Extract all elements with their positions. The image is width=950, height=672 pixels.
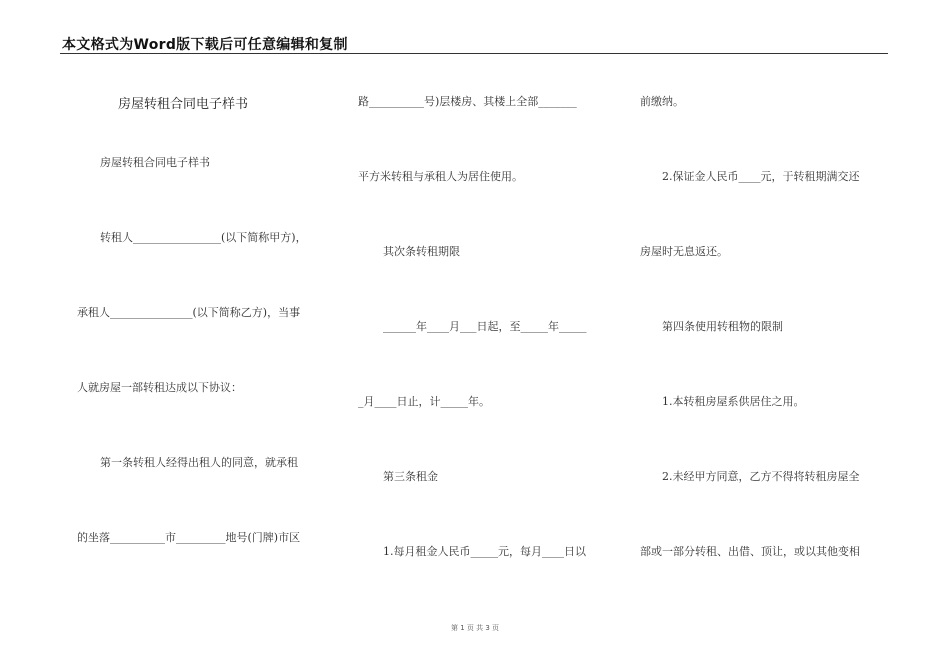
paragraph-line: 转租人________________(以下简称甲方)， <box>100 231 307 244</box>
section-heading: 其次条转租期限 <box>383 245 460 258</box>
paragraph-line: 前缴纳。 <box>640 95 684 108</box>
paragraph-line: 人就房屋一部转租达成以下协议： <box>77 381 242 394</box>
paragraph-line: 平方米转租与承租人为居住使用。 <box>358 170 523 183</box>
paragraph-line: 房屋时无息返还。 <box>640 245 728 258</box>
paragraph-line: ______年____月___日起，至_____年_____ <box>383 320 587 333</box>
paragraph-line: 1.本转租房屋系供居住之用。 <box>662 395 805 408</box>
document-title: 房屋转租合同电子样书 <box>118 97 249 112</box>
paragraph-line: 路__________号)层楼房、其楼上全部_______ <box>358 95 577 108</box>
paragraph-line: 房屋转租合同电子样书 <box>100 156 210 169</box>
section-heading: 第三条租金 <box>383 470 438 483</box>
paragraph-line: 2.保证金人民币____元，于转租期满交还 <box>662 170 860 183</box>
paragraph-line: 第一条转租人经得出租人的同意，就承租 <box>100 456 298 469</box>
paragraph-line: 部或一部分转租、出借、顶让，或以其他变相 <box>640 545 860 558</box>
paragraph-line: _月____日止，计_____年。 <box>358 395 490 408</box>
paragraph-line: 1.每月租金人民币_____元，每月____日以 <box>383 545 586 558</box>
section-heading: 第四条使用转租物的限制 <box>662 320 783 333</box>
page-footer: 第 1 页 共 3 页 <box>450 624 500 632</box>
paragraph-line: 的坐落__________市_________地号(门牌)市区 <box>77 531 301 544</box>
paragraph-line: 2.未经甲方同意，乙方不得将转租房屋全 <box>662 470 860 483</box>
paragraph-line: 承租人_______________(以下简称乙方)，当事 <box>77 306 301 319</box>
page-header: 本文格式为Word版下载后可任意编辑和复制 <box>62 37 348 53</box>
